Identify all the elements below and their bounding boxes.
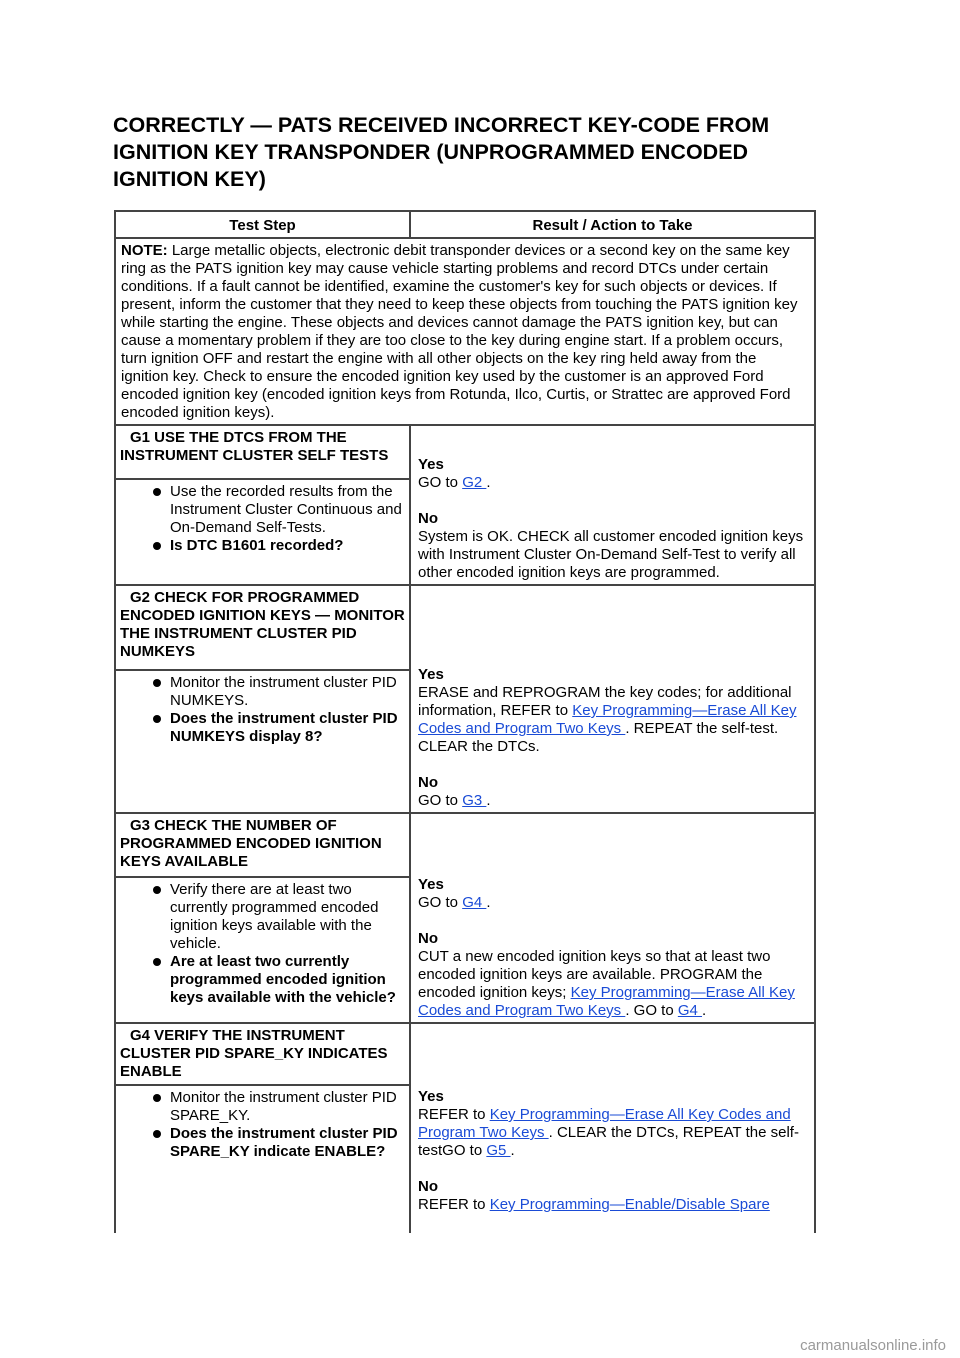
g1-yes-text: [418, 474, 808, 492]
g4-yes-label: Yes: [418, 1088, 444, 1105]
g4-bullet2: Does the instrument cluster PID SPARE_KY indicate ENABLE?: [170, 1125, 398, 1160]
g3-yes-label: Yes: [418, 876, 444, 893]
g2-yes-pre: ERASE and REPROGRAM the key codes; for additional information, REFER to: [418, 684, 792, 719]
bullet-icon: [153, 542, 161, 550]
note-row: [115, 238, 815, 425]
list-item: [170, 953, 407, 1007]
g3-link-g4-b[interactable]: G4: [677, 1002, 703, 1019]
step-g2-body: [115, 670, 410, 813]
step-g4-heading: G4 VERIFY THE INSTRUMENT CLUSTER PID SPARE_KY INDICATES ENABLE: [115, 1023, 410, 1085]
step-g2-heading: G2 CHECK FOR PROGRAMMED ENCODED IGNITION KEYS — MONITOR THE INSTRUMENT CLUSTER PID NUMKEYS: [115, 585, 410, 670]
list-item: [170, 674, 407, 710]
g4-bullet1: Monitor the instrument cluster PID SPARE_KY.: [170, 1089, 397, 1124]
step-g4-result: [410, 1023, 815, 1233]
g3-link-key-programming[interactable]: Key Programming—Erase All Key Codes and Program Two Keys: [418, 984, 795, 1019]
g4-yes-post: .: [510, 1142, 515, 1159]
g2-yes-post: . REPEAT the self-test. CLEAR the DTCs.: [418, 720, 779, 755]
g1-no-block: [418, 510, 808, 582]
bullet-icon: [153, 1094, 161, 1102]
g2-yes-label: Yes: [418, 666, 444, 683]
header-test-step: Test Step: [115, 211, 410, 238]
note-cell: [115, 238, 815, 425]
bullet-icon: [153, 886, 161, 894]
g1-yes-pre: GO to: [418, 474, 463, 491]
g4-no-pre: REFER to: [418, 1196, 490, 1213]
step-g1-body: [115, 479, 410, 585]
g1-no-label: No: [418, 510, 438, 527]
g1-yes-label: Yes: [418, 456, 444, 473]
note-label: NOTE:: [121, 242, 168, 259]
step-g1-heading: G1 USE THE DTCS FROM THE INSTRUMENT CLUSTER SELF TESTS: [115, 425, 410, 479]
list-item: [170, 881, 407, 953]
g1-bullet1: Use the recorded results from the Instrument Cluster Continuous and On-Demand Self-Tests.: [170, 482, 402, 536]
g3-no-mid: . GO to: [625, 1002, 678, 1019]
g2-bullet2: Does the instrument cluster PID NUMKEYS display 8?: [170, 710, 398, 745]
g2-yes-block: [418, 666, 808, 756]
g3-no-block: [418, 930, 808, 1020]
step-g3-heading: G3 CHECK THE NUMBER OF PROGRAMMED ENCODED IGNITION KEYS AVAILABLE: [115, 813, 410, 877]
step-g3-body: [115, 877, 410, 1023]
note-text: Large metallic objects, electronic debit transponder devices or a second key on the same key ring as the PATS ignition key may cause vehicle starting problems and record DTCs under certain conditions. If a fault cannot be identified, examine the customer's key for such objects or devices. If present, inform the customer that they need to keep these objects from touching the PATS ignition key while starting the engine. These objects and devices cannot damage the PATS ignition key, but can cause a momentary problem if they are too close to the key during engine start. If a problem occurs, turn ignition OFF and restart the engine with all other objects on the key ring held away from the ignition key. Check to ensure the encoded ignition key used by the customer is an approved Ford encoded ignition key (encoded ignition keys from Rotunda, Ilco, Curtis, or Strattec are approved Ford encoded ignition keys).: [121, 242, 798, 421]
step-g3-heading-row: [115, 813, 815, 877]
g2-no-pre: GO to: [418, 792, 463, 809]
g3-yes-post: .: [486, 894, 491, 911]
list-item: [170, 537, 407, 555]
g3-no-pre: CUT a new encoded ignition keys so that at least two encoded ignition keys are available. PROGRAM the encoded ignition keys;: [418, 948, 771, 1001]
g2-no-block: [418, 774, 808, 810]
g3-no-text: [418, 948, 808, 1020]
diagnostic-table: [114, 210, 816, 1233]
page-title: CORRECTLY — PATS RECEIVED INCORRECT KEY-CODE FROM IGNITION KEY TRANSPONDER (UNPROGRAMMED ENCODED IGNITION KEY): [113, 113, 770, 191]
g4-yes-mid: . CLEAR the DTCs, REPEAT the self-testGO to: [418, 1124, 799, 1159]
bullet-icon: [153, 715, 161, 723]
watermark: carmanualsonline.info: [800, 1337, 946, 1354]
g4-yes-pre: REFER to: [418, 1106, 490, 1123]
g4-no-block: [418, 1178, 808, 1214]
header-result: Result / Action to Take: [410, 211, 815, 238]
g1-bullet2: Is DTC B1601 recorded?: [170, 536, 344, 554]
g2-bullet1: Monitor the instrument cluster PID NUMKEYS.: [170, 674, 397, 709]
g3-yes-pre: GO to: [418, 894, 463, 911]
g2-link-key-programming[interactable]: Key Programming—Erase All Key Codes and Program Two Keys: [418, 702, 797, 737]
g3-no-label: No: [418, 930, 438, 947]
g4-link-g5[interactable]: G5: [486, 1142, 511, 1159]
list-item: [170, 710, 407, 746]
g2-no-text: [418, 792, 808, 810]
bullet-icon: [153, 488, 161, 496]
g1-yes-block: [418, 456, 808, 492]
g3-no-post: .: [702, 1002, 707, 1019]
g2-no-label: No: [418, 774, 438, 791]
g3-bullet2: Are at least two currently programmed encoded ignition keys available with the vehicle?: [170, 953, 396, 1007]
step-g1-result: [410, 425, 815, 585]
g4-yes-text: [418, 1106, 808, 1160]
step-g2-result: [410, 585, 815, 813]
g3-link-g4[interactable]: G4: [462, 894, 487, 911]
g1-yes-post: .: [486, 474, 491, 491]
g2-no-post: .: [486, 792, 491, 809]
g1-link-g2[interactable]: G2: [462, 474, 487, 491]
list-item: [170, 483, 407, 537]
step-g4-heading-row: [115, 1023, 815, 1085]
list-item: [170, 1125, 407, 1161]
step-g4-body: [115, 1085, 410, 1233]
g3-yes-block: [418, 876, 808, 912]
g3-yes-text: [418, 894, 808, 912]
bullet-icon: [153, 679, 161, 687]
list-item: [170, 1089, 407, 1125]
step-g2-heading-row: [115, 585, 815, 670]
g3-bullet1: Verify there are at least two currently programmed encoded ignition keys available with the vehicle.: [170, 881, 379, 953]
step-g1-heading-row: [115, 425, 815, 479]
g4-link-enable-disable-spare[interactable]: Key Programming—Enable/Disable Spare: [489, 1196, 770, 1213]
g2-link-g3[interactable]: G3: [462, 792, 487, 809]
g4-no-label: No: [418, 1178, 438, 1195]
bullet-icon: [153, 958, 161, 966]
g4-no-text: [418, 1196, 808, 1214]
g4-link-key-programming[interactable]: Key Programming—Erase All Key Codes and Program Two Keys: [418, 1106, 791, 1141]
step-g3-result: [410, 813, 815, 1023]
table-header-row: [115, 211, 815, 238]
g1-no-text: System is OK. CHECK all customer encoded ignition keys with Instrument Cluster On-Demand Self-Test to verify all other encoded ignition keys are programmed.: [418, 528, 804, 581]
g2-yes-text: [418, 684, 808, 756]
bullet-icon: [153, 1130, 161, 1138]
g4-yes-block: [418, 1088, 808, 1160]
